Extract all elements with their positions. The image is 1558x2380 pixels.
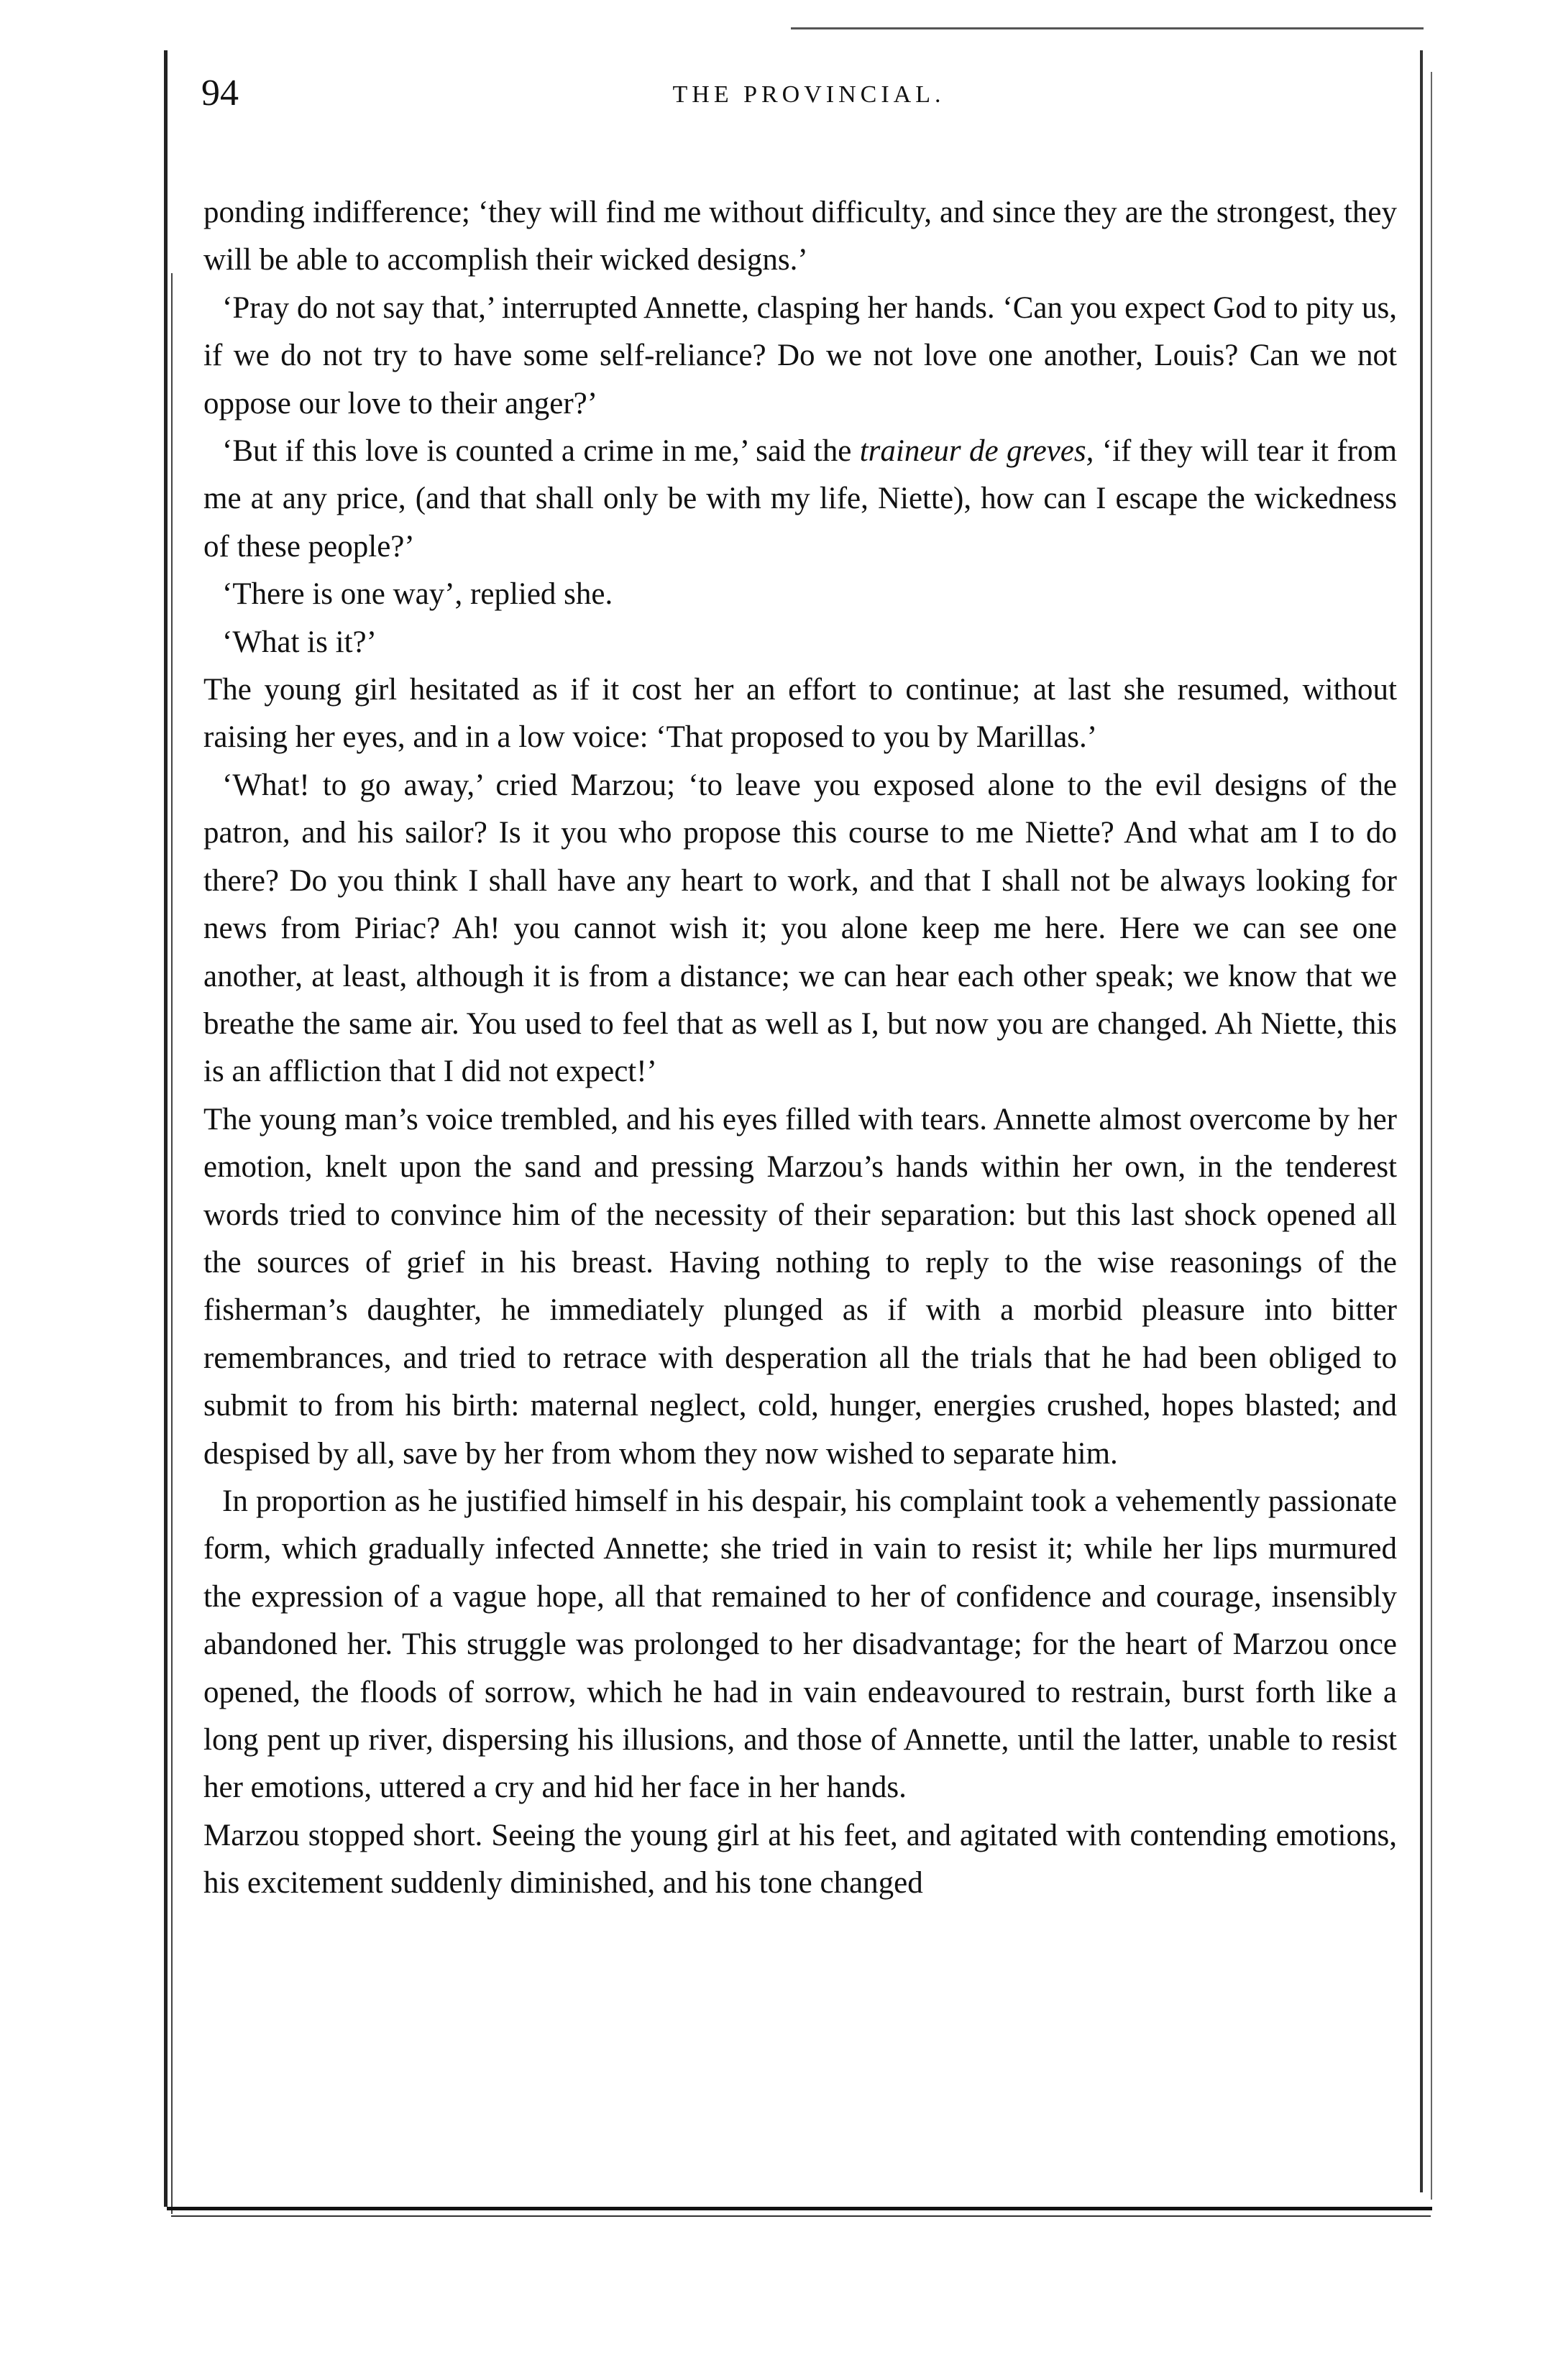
page-border-left-inner — [171, 273, 173, 2214]
page-border-right-outer — [1431, 72, 1432, 2200]
page-border-left — [164, 50, 168, 2207]
page-border-bottom-inner — [171, 2215, 1431, 2217]
page-border-right — [1420, 50, 1423, 2192]
paragraph-10: Marzou stopped short. Seeing the young girl at his feet, and agitated with contending emotions, his excitement suddenly diminished, and his tone changed — [203, 1818, 1397, 1901]
paragraph-3-end: ‘if they will tear it from me at any price, (and that shall only be with my life, Niette), how can I escape the wickedness of these people?’ — [203, 434, 1398, 564]
body-text — [203, 189, 1397, 1908]
paragraph-6: The young girl hesitated as if it cost her an effort to continue; at last she resumed, without raising her eyes, and in a low voice: ‘That proposed to you by Marillas.’ — [203, 673, 1397, 755]
paragraph-4: ‘There is one way’, replied she. — [222, 577, 613, 612]
running-head: THE PROVINCIAL. — [672, 81, 945, 108]
page-border-top — [791, 27, 1424, 29]
paragraph-3-italic: traineur de greves, — [859, 434, 1094, 469]
paragraph-7: ‘What! to go away,’ cried Marzou; ‘to leave you exposed alone to the evil designs of the patron, and his sailor? Is it you who propose this course to me Niette? And what am I to do there? Do you think I shall have any heart to work, and that I shall not be always looking for news from Piriac? Ah! you cannot wish it; you alone keep me here. Here we can see one another, at least, although it is from a distance; we can hear each other speak; we know that we breathe the same air. You used to feel that as well as I, but now you are changed. Ah Niette, this is an affliction that I did not expect!’ — [203, 768, 1397, 1089]
page-header — [201, 72, 1416, 115]
paragraph-9: In proportion as he justified himself in his despair, his complaint took a vehemently passionate form, which gradually infected Annette; she tried in vain to resist it; while her lips murmured the expression of a vague hope, all that remained to her of confidence and courage, insensibly abandoned her. This struggle was prolonged to her disadvantage; for the heart of Marzou once opened, the floods of sorrow, which he had in vain endeavoured to restrain, burst forth like a long pent up river, dispersing his illusions, and those of Annette, until the latter, unable to resist her emotions, uttered a cry and hid her face in her hands. — [203, 1484, 1397, 1805]
page-border-bottom — [167, 2207, 1432, 2210]
paragraph-1: ponding indifference; ‘they will find me without difficulty, and since they are the strongest, they will be able to accomplish their wicked designs.’ — [203, 196, 1397, 277]
paragraph-5: ‘What is it?’ — [222, 625, 377, 659]
paragraph-2: ‘Pray do not say that,’ interrupted Annette, clasping her hands. ‘Can you expect God to pity us, if we do not try to have some self-reliance? Do we not love one another, Louis? Can we not oppose our love to their anger?’ — [203, 290, 1397, 421]
paragraph-3 — [203, 428, 1397, 571]
paragraph-8: The young man’s voice trembled, and his eyes filled with tears. Annette almost overcome by her emotion, knelt upon the sand and pressing Marzou’s hands within her own, in the tenderest words tried to convince him of the necessity of their separation: but this last shock opened all the sources of grief in his breast. Having nothing to reply to the wise reasonings of the fisherman’s daughter, he immediately plunged as if with a morbid pleasure into bitter remembrances, and tried to retrace with desperation all the trials that he had been obliged to submit to from his birth: maternal neglect, cold, hunger, energies crushed, hopes blasted; and despised by all, save by her from whom they now wished to separate him. — [203, 1102, 1397, 1471]
paragraph-3-start: ‘But if this love is counted a crime in me,’ said the — [222, 434, 852, 469]
page-number: 94 — [201, 73, 239, 114]
